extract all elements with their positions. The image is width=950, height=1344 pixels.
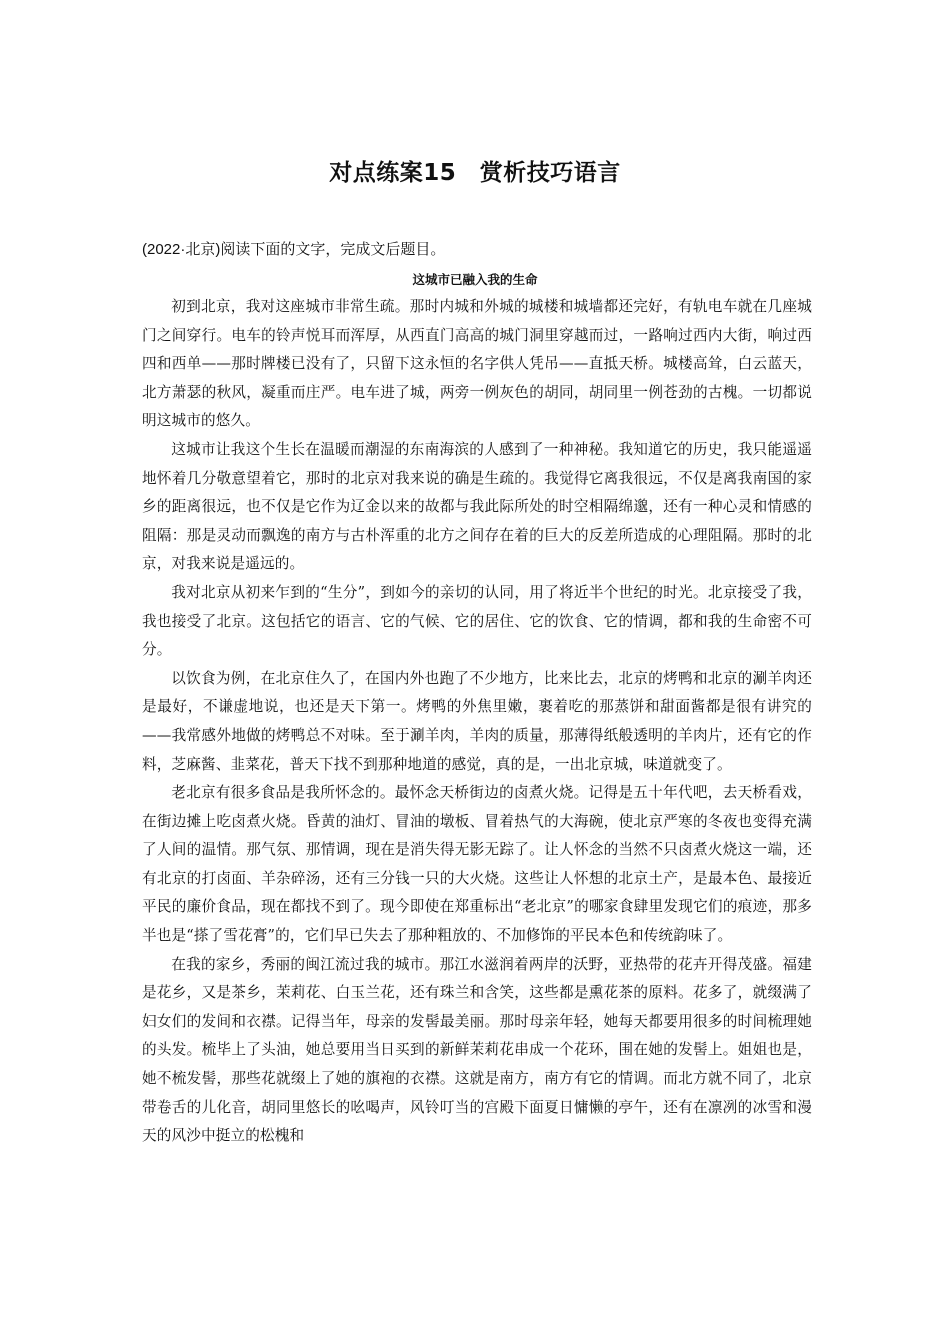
question-intro: (2022·北京)阅读下面的文字，完成文后题目。: [142, 241, 446, 258]
essay-title: 这城市已融入我的生命: [412, 272, 538, 287]
paragraph-4: 以饮食为例，在北京住久了，在国内外也跑了不少地方，比来比去，北京的烤鸭和北京的涮羊肉还是最好，不谦虚地说，也还是天下第一。烤鸭的外焦里嫩，裹着吃的那蒸饼和甜面酱都是很有讲究的——我常感外地做的烤鸭总不对味。至于涮羊肉，羊肉的质量，那薄得纸般透明的羊肉片，还有它的作料，芝麻酱、韭菜花，普天下找不到那种地道的感觉，真的是，一出北京城，味道就变了。: [142, 669, 812, 773]
paragraph-2: 这城市让我这个生长在温暖而潮湿的东南海滨的人感到了一种神秘。我知道它的历史，我只能遥遥地怀着几分敬意望着它，那时的北京对我来说的确是生疏的。我觉得它离我很远，不仅是离我南国的家乡的距离很远，也不仅是它作为辽金以来的故都与我此际所处的时空相隔绵邈，还有一种心灵和情感的阻隔：那是灵动而飘逸的南方与古朴浑重的北方之间存在着的巨大的反差所造成的心理阻隔。那时的北京，对我来说是遥远的。: [142, 440, 812, 573]
paragraph-1: 初到北京，我对这座城市非常生疏。那时内城和外城的城楼和城墙都还完好，有轨电车就在几座城门之间穿行。电车的铃声悦耳而浑厚，从西直门高高的城门洞里穿越而过，一路响过西内大街，响过西四和西单——那时牌楼已没有了，只留下这永恒的名字供人凭吊——直抵天桥。城楼高耸，白云蓝天，北方萧瑟的秋风，凝重而庄严。电车进了城，两旁一例灰色的胡同，胡同里一例苍劲的古槐。一切都说明这城市的悠久。: [142, 298, 812, 430]
paragraph-5: 老北京有很多食品是我所怀念的。最怀念天桥街边的卤煮火烧。记得是五十年代吧，去天桥看戏，在街边摊上吃卤煮火烧。昏黄的油灯、冒油的墩板、冒着热气的大海碗，使北京严寒的冬夜也变得充满了人间的温情。那气氛、那情调，现在是消失得无影无踪了。让人怀念的当然不只卤煮火烧这一端，还有北京的打卤面、羊杂碎汤，还有三分钱一只的大火烧。这些让人怀想的北京土产，是最本色、最接近平民的廉价食品，现在都找不到了。现今即使在郑重标出“老北京”的哪家食肆里发现它们的痕迹，那多半也是“搽了雪花膏”的，它们早已失去了那种粗放的、不加修饰的平民本色和传统韵味了。: [142, 784, 812, 945]
paragraph-3: 我对北京从初来乍到的“生分”，到如今的亲切的认同，用了将近半个世纪的时光。北京接受了我，我也接受了北京。这包括它的语言、它的气候、它的居住、它的饮食、它的情调，都和我的生命密不可分。: [142, 583, 812, 659]
page-title: 对点练案15 赏析技巧语言: [329, 160, 621, 186]
paragraph-6: 在我的家乡，秀丽的闽江流过我的城市。那江水滋润着两岸的沃野，亚热带的花卉开得茂盛。福建是花乡，又是茶乡，茉莉花、白玉兰花，还有珠兰和含笑，这些都是熏花茶的原料。花多了，就缀满了妇女们的发间和衣襟。记得当年，母亲的发髻最美丽。那时母亲年轻，她每天都要用很多的时间梳理她的头发。梳毕上了头油，她总要用当日买到的新鲜茉莉花串成一个花环，围在她的发髻上。姐姐也是，她不梳发髻，那些花就缀上了她的旗袍的衣襟。这就是南方，南方有它的情调。而北方就不同了，北京带卷舌的儿化音，胡同里悠长的吆喝声，风铃叮当的宫殿下面夏日慵懒的亭午，还有在凛冽的冰雪和漫天的风沙中挺立的松槐和: [142, 955, 812, 1145]
essay-body: [142, 293, 812, 1151]
